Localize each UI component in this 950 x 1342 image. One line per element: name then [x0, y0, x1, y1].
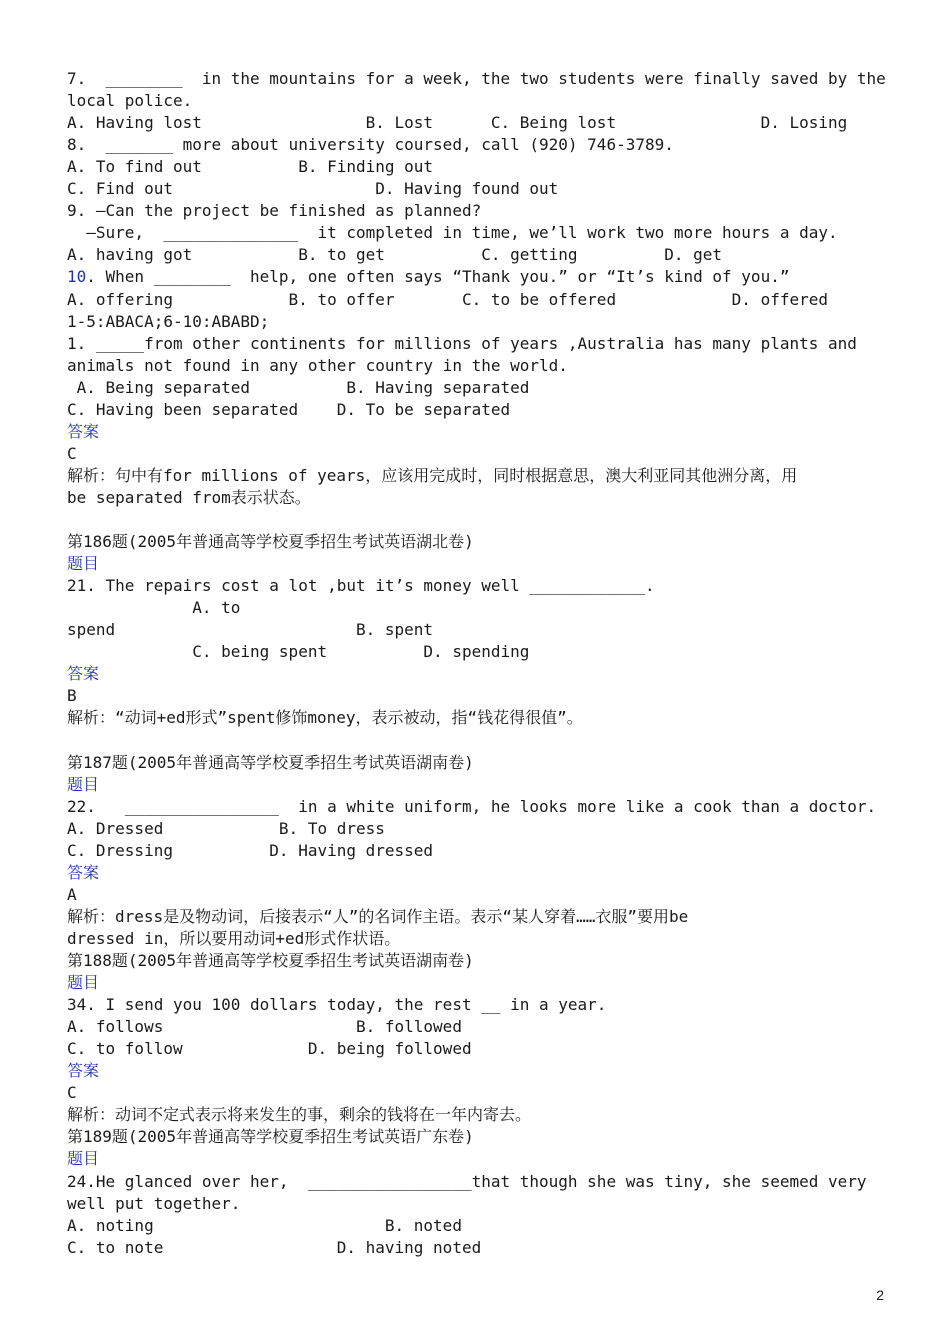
- text-line: A. Dressed B. To dress: [67, 818, 385, 838]
- text-line: be separated from表示状态。: [67, 487, 311, 507]
- text-line: 第187题(2005年普通高等学校夏季招生考试英语湖南卷): [67, 752, 474, 772]
- section-label: 题目: [67, 554, 100, 574]
- text-line: C. Having been separated D. To be separated: [67, 399, 511, 419]
- text-line: 1-5:ABACA;6-10:ABABD;: [67, 311, 270, 331]
- text-line: —Sure, ______________ it completed in time, we’ll work two more hours a day.: [67, 223, 838, 243]
- text-line: spend B. spent: [67, 620, 434, 640]
- text-line: 34. I send you 100 dollars today, the rest __ in a year.: [67, 995, 607, 1015]
- section-label: 答案: [67, 1061, 100, 1081]
- text-line: 22. ________________ in a white uniform, he looks more like a cook than a doctor.: [67, 796, 877, 816]
- question-number: 10: [67, 267, 87, 287]
- text-line: A. To find out B. Finding out: [67, 157, 434, 177]
- text-line: A. to: [67, 598, 241, 618]
- text-line: dressed in，所以要用动词+ed形式作状语。: [67, 928, 401, 948]
- text-line: A. noting B. noted: [67, 1215, 462, 1235]
- section-label: 题目: [67, 774, 100, 794]
- text-line: A. Being separated B. Having separated: [67, 377, 530, 397]
- text-line: animals not found in any other country in the world.: [67, 355, 568, 375]
- section-label: 答案: [67, 664, 100, 684]
- page-number: 2: [876, 1287, 884, 1303]
- text-line: A. having got B. to get C. getting D. get: [67, 245, 723, 265]
- text-line: A. Having lost B. Lost C. Being lost D. Losing: [67, 113, 848, 133]
- text-line: 10. When ________ help, one often says “Thank you.” or “It’s kind of you.”: [67, 267, 790, 287]
- text-line: 解析：dress是及物动词，后接表示“人”的名词作主语。表示“某人穿着……衣服”要用be: [67, 906, 689, 926]
- text-line: 7. ________ in the mountains for a week, the two students were finally saved by the: [67, 69, 886, 88]
- text-line: 解析：动词不定式表示将来发生的事，剩余的钱将在一年内寄去。: [67, 1105, 532, 1125]
- section-label: 答案: [67, 421, 100, 441]
- text-line: C. Dressing D. Having dressed: [67, 840, 434, 860]
- text-line: A. follows B. followed: [67, 1017, 462, 1037]
- text-line: 21. The repairs cost a lot ,but it’s money well ____________.: [67, 576, 655, 596]
- section-label: 题目: [67, 973, 100, 993]
- text-line: B: [67, 686, 77, 706]
- text-line: 解析：句中有for millions of years，应该用完成时，同时根据意思，澳大利亚同其他洲分离，用: [67, 465, 798, 485]
- text-line: C. Find out D. Having found out: [67, 179, 559, 199]
- section-label: 题目: [67, 1149, 100, 1169]
- text-line: 第186题(2005年普通高等学校夏季招生考试英语湖北卷): [67, 532, 474, 552]
- text-line: 9. —Can the project be finished as planned?: [67, 201, 482, 221]
- text-line: 8. _______ more about university coursed, call (920) 746-3789.: [67, 135, 674, 155]
- text-line: 1. _____from other continents for millions of years ,Australia has many plants and: [67, 333, 857, 353]
- text-line: C: [67, 443, 77, 463]
- text-line: 第188题(2005年普通高等学校夏季招生考试英语湖南卷): [67, 951, 474, 970]
- text-line: 24.He glanced over her, _________________that though she was tiny, she seemed very: [67, 1171, 867, 1191]
- section-label: 答案: [67, 862, 100, 882]
- text-line: well put together.: [67, 1193, 241, 1213]
- text-line: C. to note D. having noted: [67, 1237, 482, 1257]
- text-line: 解析：“动词+ed形式”spent修饰money，表示被动，指“钱花得很值”。: [67, 708, 583, 728]
- text-line: A: [67, 884, 77, 904]
- text-line: local police.: [67, 91, 193, 111]
- text-line: C: [67, 1083, 77, 1103]
- text-line: 第189题(2005年普通高等学校夏季招生考试英语广东卷): [67, 1127, 474, 1147]
- text-line: A. offering B. to offer C. to be offered D. offered: [67, 289, 828, 309]
- text-line: C. being spent D. spending: [67, 642, 530, 662]
- text-line: C. to follow D. being followed: [67, 1039, 472, 1059]
